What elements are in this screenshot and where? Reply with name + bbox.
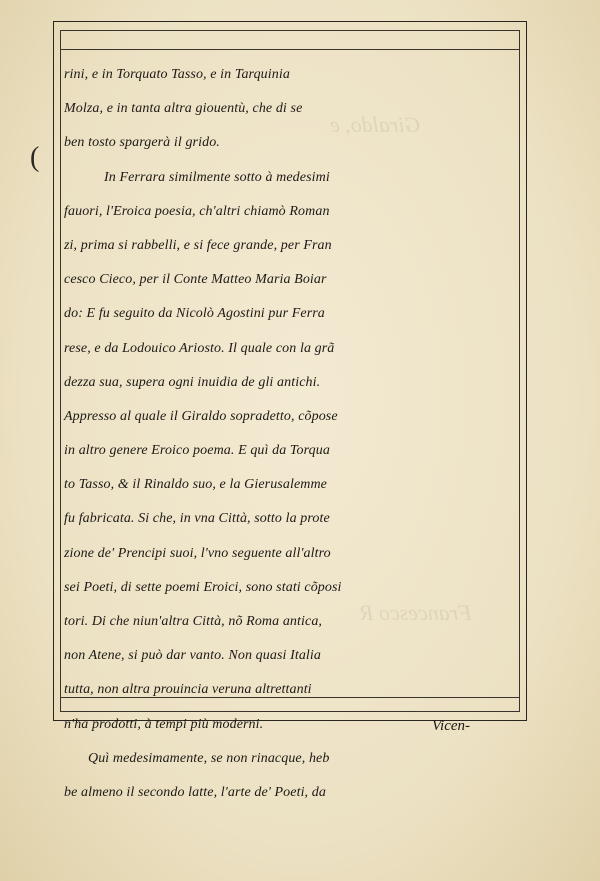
- text-line: cesco Cieco, per il Conte Matteo Maria Boiar: [64, 272, 327, 288]
- text-line: tutta, non altra prouincia veruna altrettanti: [64, 682, 312, 698]
- margin-mark: (: [30, 142, 40, 173]
- text-line: dezza sua, supera ogni inuidia de gli antichi.: [64, 374, 321, 390]
- bleed-through-text: Francesco R: [360, 600, 472, 625]
- header-rule: [60, 49, 520, 50]
- text-line: be almeno il secondo latte, l'arte de' Poeti, da: [64, 784, 326, 800]
- text-line: rese, e da Lodouico Ariosto. Il quale con la grã: [64, 340, 335, 356]
- text-line: zione de' Prencipi suoi, l'vno seguente all'altro: [64, 545, 331, 561]
- text-line: Appresso al quale il Giraldo sopradetto, cõpose: [64, 408, 338, 424]
- text-line: tori. Di che niun'altra Città, nõ Roma antica,: [64, 614, 323, 629]
- bleed-through-text: Giraldo, e: [330, 112, 421, 137]
- text-line: fauori, l'Eroica poesia, ch'altri chiamò Roman: [64, 203, 330, 219]
- text-line: sei Poeti, di sette poemi Eroici, sono stati cõposi: [64, 579, 342, 595]
- text-line: fu fabricata. Si che, in vna Città, sotto la prote: [64, 511, 330, 527]
- text-line: zi, prima si rabbelli, e si fece grande, per Fran: [64, 237, 332, 253]
- text-line: ben tosto spargerà il grido.: [64, 135, 220, 151]
- body-text: [64, 58, 520, 810]
- text-line: rini, e in Torquato Tasso, e in Tarquinia: [64, 67, 290, 82]
- text-line: In Ferrara similmente sotto à medesimi: [104, 169, 330, 185]
- text-line: Quì medesimamente, se non rinacque, heb: [88, 750, 330, 766]
- catchword: Vicen-: [432, 718, 471, 734]
- text-line: Molza, e in tanta altra giouentù, che di se: [64, 101, 303, 117]
- text-line: do: E fu seguito da Nicolò Agostini pur Ferra: [64, 306, 325, 322]
- text-line: n'ha prodotti, à tempi più moderni.: [64, 716, 264, 732]
- text-line: non Atene, si può dar vanto. Non quasi Italia: [64, 648, 322, 664]
- text-line: in altro genere Eroico poema. E quì da Torqua: [64, 443, 330, 459]
- text-line: to Tasso, & il Rinaldo suo, e la Gierusalemme: [64, 477, 327, 493]
